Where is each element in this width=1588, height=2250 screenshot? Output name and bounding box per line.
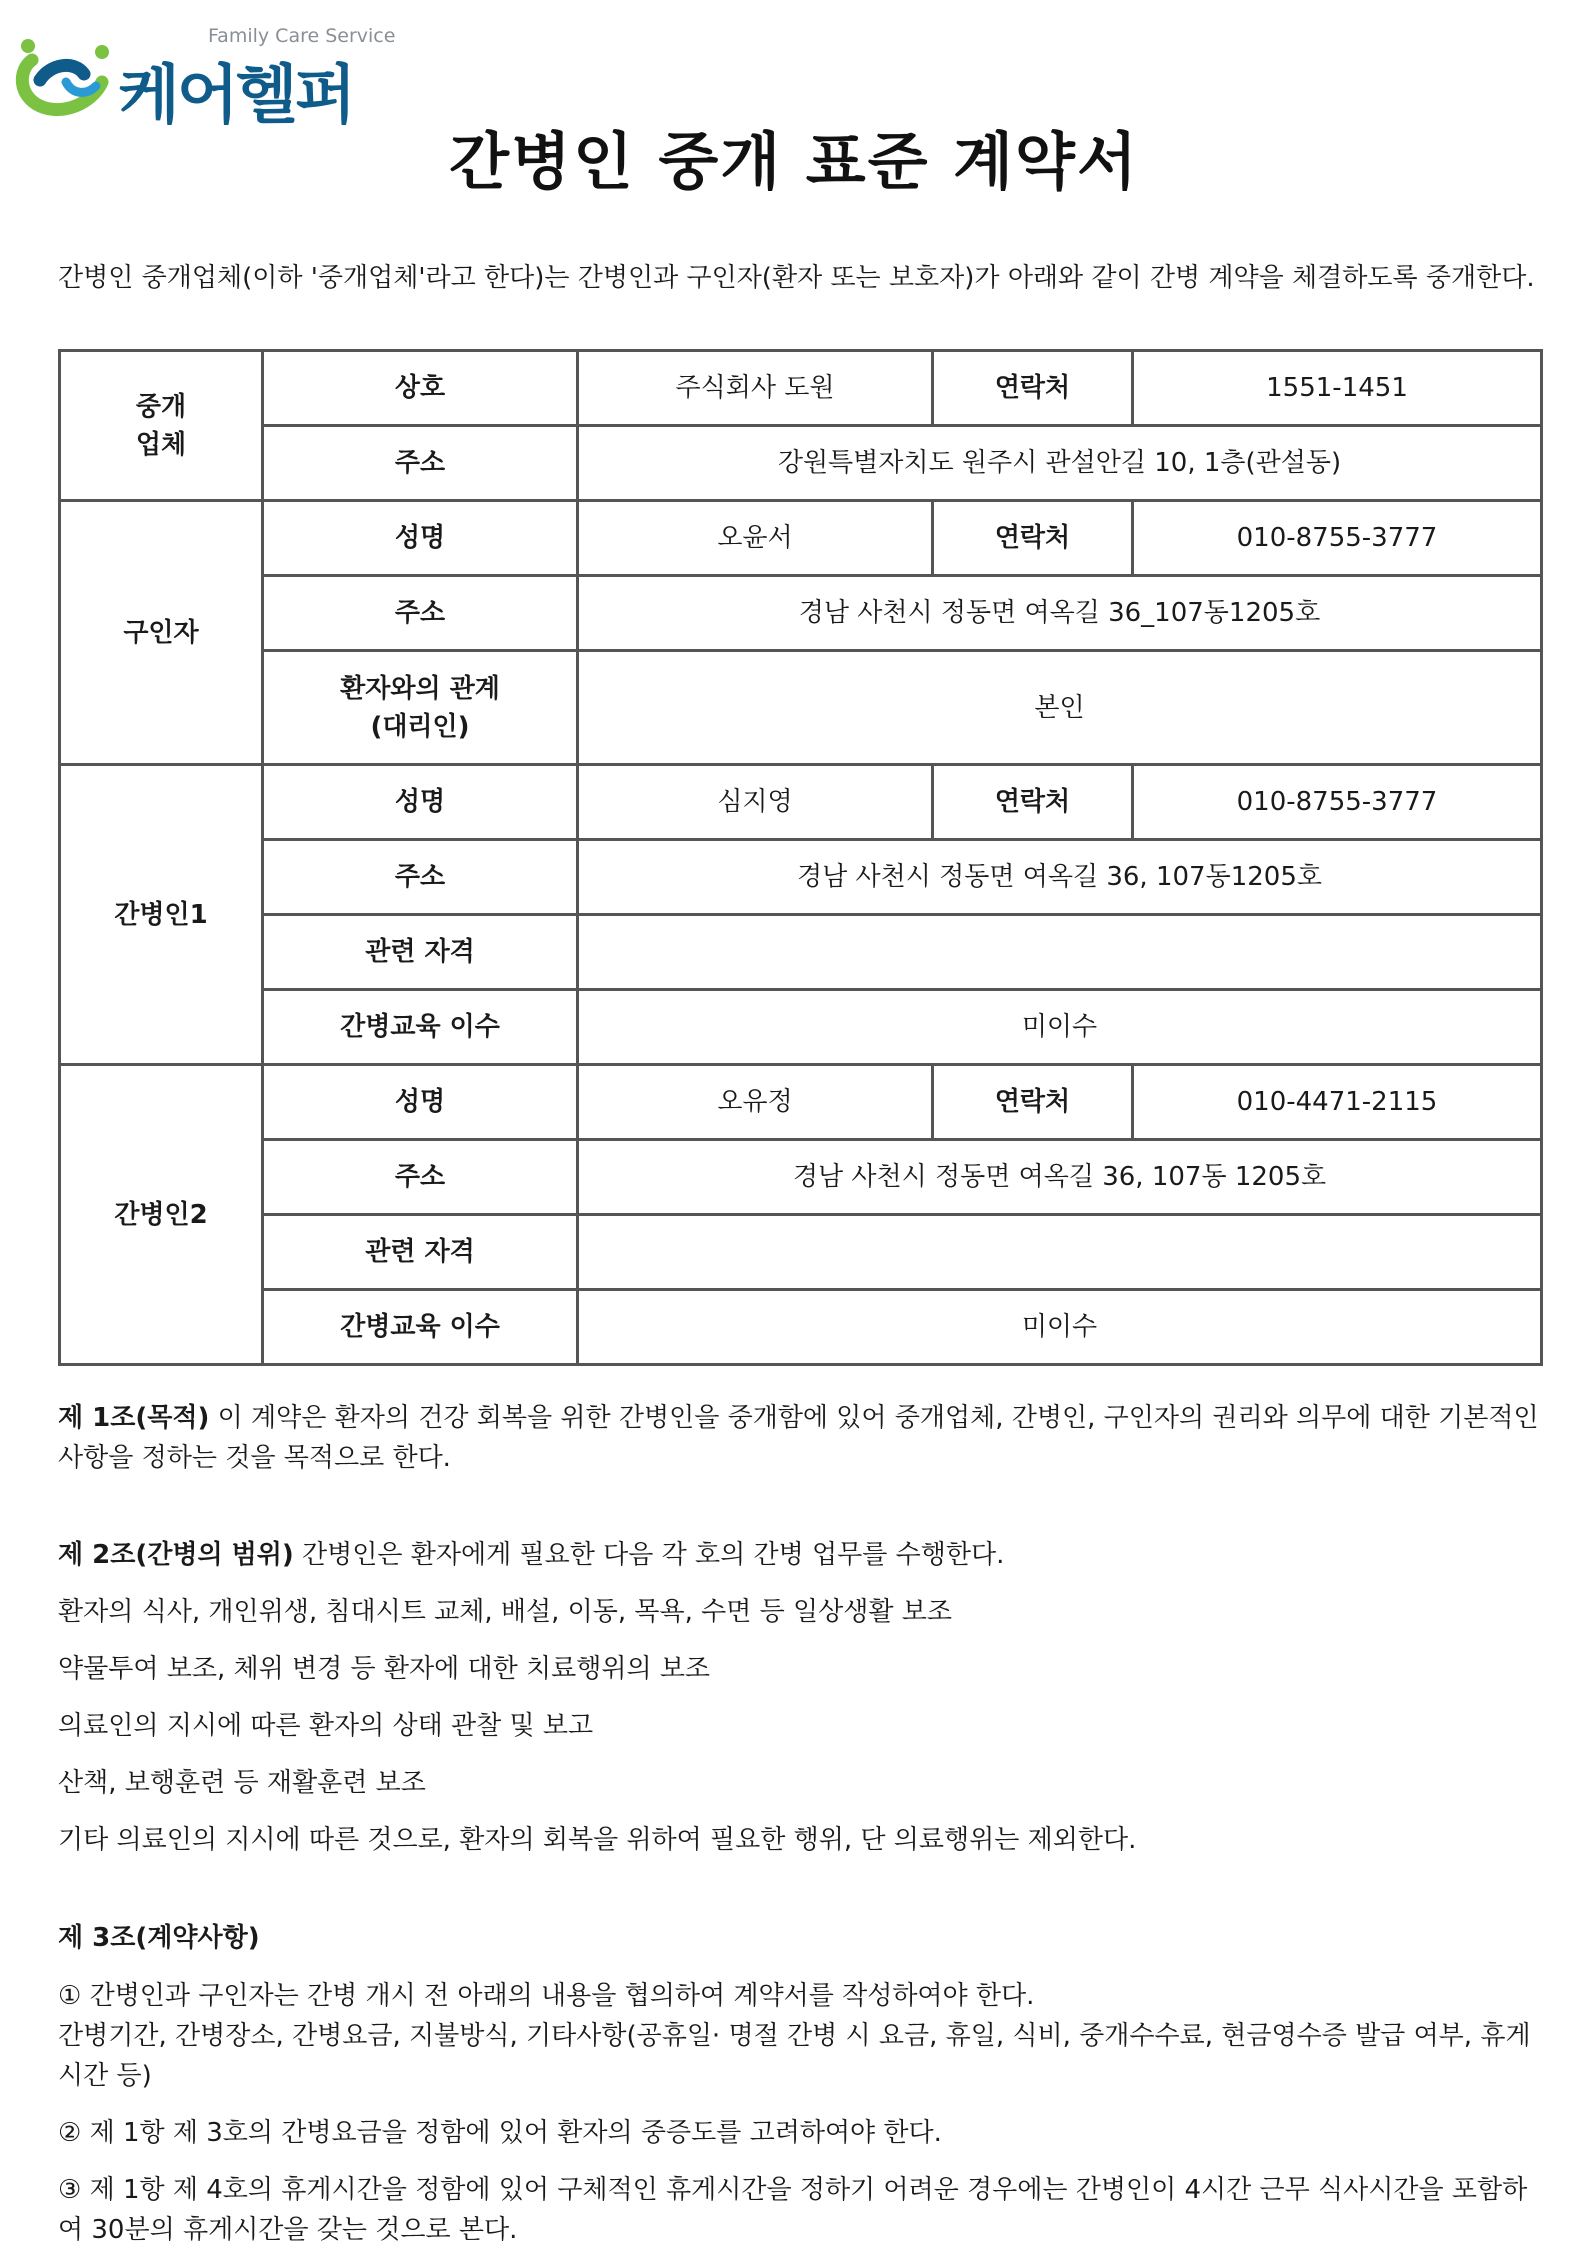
article-2-heading: 제 2조(간병의 범위)	[58, 1540, 294, 1570]
list-item: 약물투여 보조, 체위 변경 등 환자에 대한 치료행위의 보조	[58, 1654, 711, 1684]
value-client-address: 경남 사천시 정동면 여옥길 36_107동1205호	[578, 576, 1542, 651]
label-client-name: 성명	[263, 501, 578, 576]
list-item: 산책, 보행훈련 등 재활훈련 보조	[58, 1768, 426, 1798]
label-agency-name: 상호	[263, 351, 578, 426]
label-agency-contact: 연락처	[933, 351, 1133, 426]
value-agency-name: 주식회사 도원	[578, 351, 933, 426]
article-2	[58, 1535, 1540, 1860]
value-agency-contact: 1551-1451	[1133, 351, 1542, 426]
logo-wordmark: 케어헬퍼	[118, 59, 354, 133]
label-cg1-address: 주소	[263, 840, 578, 915]
value-cg1-edu: 미이수	[578, 990, 1542, 1065]
article-3-heading: 제 3조(계약사항)	[58, 1923, 260, 1953]
article-3-para-1b: 간병기간, 간병장소, 간병요금, 지불방식, 기타사항(공휴일· 명절 간병 시 요금, 휴일, 식비, 중개수수료, 현금영수증 발급 여부, 휴게시간 등)	[58, 2021, 1531, 2091]
group-caregiver1: 간병인1	[60, 765, 263, 1065]
value-cg1-address: 경남 사천시 정동면 여옥길 36, 107동1205호	[578, 840, 1542, 915]
value-cg2-address: 경남 사천시 정동면 여옥길 36, 107동 1205호	[578, 1140, 1542, 1215]
label-cg2-name: 성명	[263, 1065, 578, 1140]
list-item: 의료인의 지시에 따른 환자의 상태 관찰 및 보고	[58, 1711, 594, 1741]
table-row	[60, 501, 1542, 576]
table-row	[60, 1140, 1542, 1215]
article-1-text: 이 계약은 환자의 건강 회복을 위한 간병인을 중개함에 있어 중개업체, 간병인, 구인자의 권리와 의무에 대한 기본적인 사항을 정하는 것을 목적으로 한다.	[58, 1403, 1539, 1473]
article-1-heading: 제 1조(목적)	[58, 1403, 210, 1433]
value-cg2-qual	[578, 1215, 1542, 1290]
intro-paragraph: 간병인 중개업체(이하 '중개업체'라고 한다)는 간병인과 구인자(환자 또는 보호자)가 아래와 같이 간병 계약을 체결하도록 중개한다.	[58, 263, 1535, 293]
group-caregiver2: 간병인2	[60, 1065, 263, 1365]
value-cg2-contact: 010-4471-2115	[1133, 1065, 1542, 1140]
article-3-para-2: ② 제 1항 제 3호의 간병요금을 정함에 있어 환자의 중증도를 고려하여야 한다.	[58, 2118, 942, 2148]
label-cg1-edu: 간병교육 이수	[263, 990, 578, 1065]
label-cg2-contact: 연락처	[933, 1065, 1133, 1140]
table-row	[60, 915, 1542, 990]
table-row	[60, 651, 1542, 765]
company-logo	[10, 22, 410, 133]
label-cg2-edu: 간병교육 이수	[263, 1290, 578, 1365]
value-cg1-name: 심지영	[578, 765, 933, 840]
article-3	[58, 1918, 1540, 2250]
table-row	[60, 1290, 1542, 1365]
article-3-para-1: ① 간병인과 구인자는 간병 개시 전 아래의 내용을 협의하여 계약서를 작성하여야 한다.	[58, 1981, 1035, 2011]
value-cg1-contact: 010-8755-3777	[1133, 765, 1542, 840]
value-cg2-edu: 미이수	[578, 1290, 1542, 1365]
document-title: 간병인 중개 표준 계약서	[449, 125, 1139, 198]
table-row	[60, 1215, 1542, 1290]
group-agency: 중개 업체	[60, 351, 263, 501]
label-cg1-contact: 연락처	[933, 765, 1133, 840]
contract-parties-table	[58, 349, 1543, 1366]
table-row	[60, 990, 1542, 1065]
value-client-contact: 010-8755-3777	[1133, 501, 1542, 576]
table-row	[60, 351, 1542, 426]
table-row	[60, 1065, 1542, 1140]
label-cg1-name: 성명	[263, 765, 578, 840]
logo-mark-icon	[10, 30, 114, 122]
label-client-address: 주소	[263, 576, 578, 651]
list-item: 환자의 식사, 개인위생, 침대시트 교체, 배설, 이동, 목욕, 수면 등 일상생활 보조	[58, 1597, 952, 1627]
table-row	[60, 426, 1542, 501]
label-cg2-address: 주소	[263, 1140, 578, 1215]
value-client-name: 오윤서	[578, 501, 933, 576]
label-agency-address: 주소	[263, 426, 578, 501]
group-client: 구인자	[60, 501, 263, 765]
table-row	[60, 765, 1542, 840]
table-row	[60, 840, 1542, 915]
logo-subtitle: Family Care Service	[208, 25, 396, 47]
list-item: 기타 의료인의 지시에 따른 것으로, 환자의 회복을 위하여 필요한 행위, 단 의료행위는 제외한다.	[58, 1825, 1137, 1855]
value-cg1-qual	[578, 915, 1542, 990]
table-row	[60, 576, 1542, 651]
label-client-contact: 연락처	[933, 501, 1133, 576]
label-client-relation: 환자와의 관계 (대리인)	[263, 651, 578, 765]
article-3-para-3: ③ 제 1항 제 4호의 휴게시간을 정함에 있어 구체적인 휴게시간을 정하기 어려운 경우에는 간병인이 4시간 근무 식사시간을 포함하여 30분의 휴게시간을 갖는 것으로 본다.	[58, 2175, 1528, 2245]
value-client-relation: 본인	[578, 651, 1542, 765]
label-cg1-qual: 관련 자격	[263, 915, 578, 990]
article-2-text: 간병인은 환자에게 필요한 다음 각 호의 간병 업무를 수행한다.	[293, 1540, 1005, 1570]
value-cg2-name: 오유정	[578, 1065, 933, 1140]
label-cg2-qual: 관련 자격	[263, 1215, 578, 1290]
value-agency-address: 강원특별자치도 원주시 관설안길 10, 1층(관설동)	[578, 426, 1542, 501]
article-1	[58, 1398, 1540, 1478]
